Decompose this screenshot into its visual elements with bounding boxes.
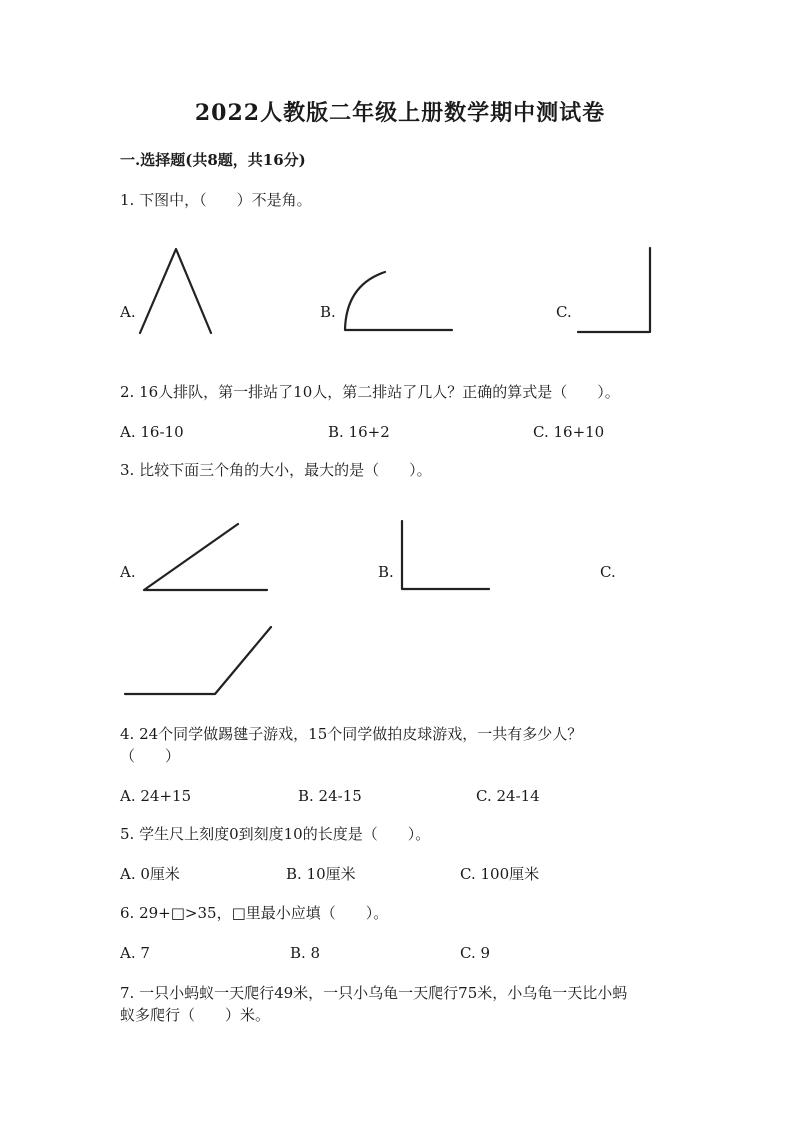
q4-option-c: C. 24-14 xyxy=(476,787,540,805)
q2-option-b: B. 16+2 xyxy=(328,423,390,441)
q4-option-b: B. 24-15 xyxy=(298,787,362,805)
q3-figure-a-acute-angle xyxy=(144,524,267,590)
q1-option-b-label: B. xyxy=(320,303,336,321)
question-6-text: 6. 29+□>35，□里最小应填（ ）。 xyxy=(120,904,389,922)
q6-option-c: C. 9 xyxy=(460,944,491,962)
q6-option-a: A. 7 xyxy=(120,944,150,962)
question-3-text: 3. 比较下面三个角的大小，最大的是（ ）。 xyxy=(120,461,432,479)
q3-figure-b-right-angle xyxy=(402,521,489,589)
q3-option-b-label: B. xyxy=(378,563,394,581)
q1-option-c-label: C. xyxy=(556,303,572,321)
q3-figure-c-obtuse-angle xyxy=(125,627,271,694)
question-4-text: 4. 24个同学做踢毽子游戏，15个同学做拍皮球游戏，一共有多少人？ xyxy=(120,725,583,743)
q5-option-a: A. 0厘米 xyxy=(120,865,180,883)
q1-option-a-label: A. xyxy=(120,303,136,321)
q2-option-c: C. 16+10 xyxy=(533,423,605,441)
question-7-text: 7. 一只小蚂蚁一天爬行49米，一只小乌龟一天爬行75米，小乌龟一天比小蚂 xyxy=(120,984,628,1002)
q2-option-a: A. 16-10 xyxy=(120,423,184,441)
question-7-text-line2: 蚁多爬行（ ）米。 xyxy=(120,1006,271,1024)
page-title: 2022人教版二年级上册数学期中测试卷 xyxy=(194,100,606,126)
q4-option-a: A. 24+15 xyxy=(120,787,192,805)
question-1-text: 1. 下图中，（ ）不是角。 xyxy=(120,191,312,209)
q5-option-b: B. 10厘米 xyxy=(286,865,356,883)
question-4-blank: （ ） xyxy=(120,747,181,765)
q1-figure-a-inverted-v xyxy=(140,249,211,333)
question-2-text: 2. 16人排队，第一排站了10人，第二排站了几人？正确的算式是（ ）。 xyxy=(120,383,620,401)
section-heading: 一.选择题(共8题，共16分) xyxy=(120,151,306,169)
q1-figure-c-right-angle xyxy=(578,248,650,332)
q5-option-c: C. 100厘米 xyxy=(460,865,540,883)
q3-option-c-label: C. xyxy=(600,563,616,581)
q1-figure-b-curve-line xyxy=(345,272,452,330)
q3-option-a-label: A. xyxy=(120,563,136,581)
question-5-text: 5. 学生尺上刻度0到刻度10的长度是（ ）。 xyxy=(120,825,431,843)
q6-option-b: B. 8 xyxy=(290,944,321,962)
